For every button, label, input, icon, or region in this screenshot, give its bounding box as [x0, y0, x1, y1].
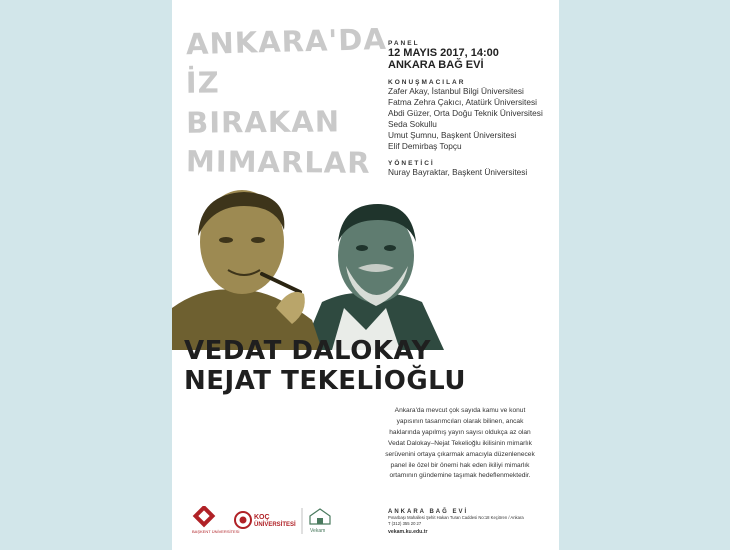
speaker-item: Elif Demirbaş Topçu [388, 141, 462, 151]
speaker-item: Umut Şumnu, Başkent Üniversitesi [388, 130, 517, 140]
description-line: yapısının tasarımcıları olarak bilinen, ancak [396, 417, 524, 425]
baskent-logo-text: BAŞKENT ÜNİVERSİTESİ [192, 529, 240, 534]
event-description [367, 406, 553, 482]
speaker-item: Fatma Zehra Çakıcı, Atatürk Üniversitesi [388, 97, 537, 107]
architects-portrait [172, 190, 559, 350]
koc-logo-text-1: KOÇ [254, 514, 270, 521]
moderator-name: Nuray Bayraktar, Başkent Üniversitesi [388, 167, 528, 177]
architect-name-2: NEJAT TEKELİOĞLU [184, 366, 466, 396]
event-info [388, 40, 558, 178]
stamp-line-3: MIMARLAR [185, 144, 371, 180]
venue-title: ANKARA BAĞ EVİ [388, 509, 469, 515]
baskent-university-logo [192, 506, 240, 534]
koc-university-logo [235, 512, 296, 528]
venue-phone: T (312) 355 20 27 [388, 521, 422, 526]
event-venue: ANKARA BAĞ EVİ [388, 59, 484, 71]
venue-website-link[interactable]: vekam.ku.edu.tr [388, 529, 428, 535]
architect-name-1: VEDAT DALOKAY [184, 336, 431, 366]
venue-footer [388, 509, 558, 535]
description-line: serüvenini ortaya çıkarmak amacıyla düzenlenecek [385, 450, 535, 458]
description-line: ortamının gündemine taşımak hedeflenmektedir. [389, 472, 531, 480]
speaker-item: Abdi Güzer, Orta Doğu Teknik Üniversitesi [388, 108, 543, 118]
description-line: panel ile özel bir önemi hak eden ikiliyi mimarlık [390, 461, 530, 469]
panel-label: PANEL [388, 40, 420, 47]
event-series-stamp [185, 21, 388, 182]
speaker-item: Zafer Akay, İstanbul Bilgi Üniversitesi [388, 86, 524, 96]
stamp-line-2: İZ BIRAKAN [185, 65, 341, 140]
speaker-item: Seda Sokullu [388, 119, 437, 129]
description-line: Ankara'da mevcut çok sayıda kamu ve konut [394, 407, 526, 414]
vekam-logo-text: Vekam [310, 528, 326, 534]
event-date: 12 MAYIS 2017, 14:00 [388, 47, 499, 59]
speakers-label: KONUŞMACILAR [388, 79, 466, 86]
venue-address: Pınarbaşı Mahallesi Şehit Hakan Turan Caddesi No:18 Keçiören / Ankara [388, 515, 524, 520]
vekam-logo [310, 509, 330, 534]
moderator-label: YÖNETİCİ [388, 160, 435, 167]
koc-logo-text-2: ÜNİVERSİTESİ [254, 522, 296, 528]
stamp-line-1: ANKARA'DA [185, 21, 388, 62]
sponsor-logos [192, 506, 372, 536]
portrait-left [172, 190, 322, 350]
portrait-right [302, 204, 444, 350]
speakers-section [388, 79, 558, 152]
poster [172, 0, 559, 550]
description-line: Vedat Dalokay–Nejat Tekelioğlu ikilisinin mimarlık [388, 439, 532, 447]
moderator-section [388, 160, 558, 178]
description-line: haklarında yapılmış yayın sayısı oldukça az olan [389, 428, 531, 436]
